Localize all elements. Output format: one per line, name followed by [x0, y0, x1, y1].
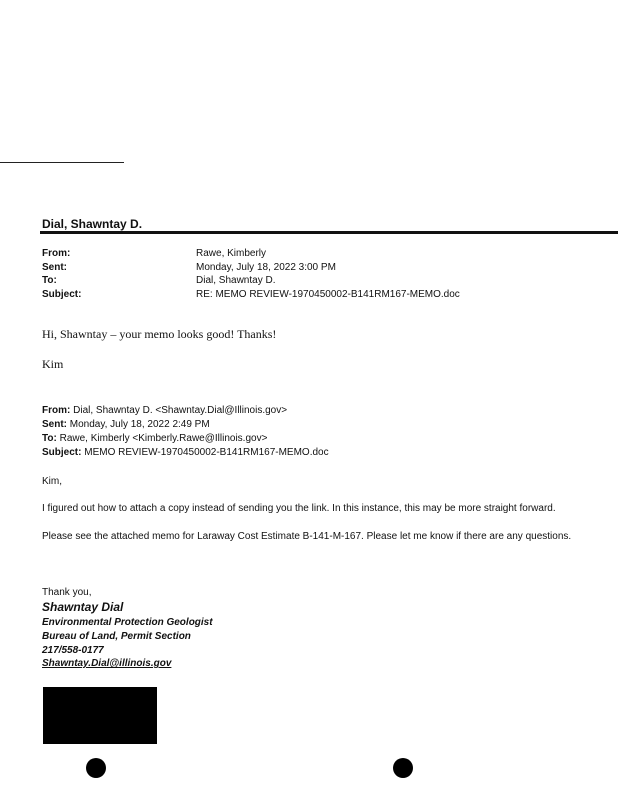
quoted-subject	[42, 447, 329, 458]
top-divider	[0, 162, 124, 163]
signature-name: Shawntay Dial	[42, 600, 124, 614]
signature-department: Bureau of Land, Permit Section	[42, 631, 191, 642]
signature-phone: 217/558-0177	[42, 645, 104, 656]
to-label: To:	[42, 275, 57, 286]
subject-label: Subject:	[42, 289, 82, 300]
signature-email-link[interactable]: Shawntay.Dial@illinois.gov	[42, 658, 172, 669]
quoted-subject-label: Subject:	[42, 447, 82, 458]
subject-value: RE: MEMO REVIEW-1970450002-B141RM167-MEMO.doc	[196, 289, 460, 300]
quoted-from	[42, 405, 287, 416]
quoted-from-value: Dial, Shawntay D. <Shawntay.Dial@Illinois.gov>	[73, 405, 288, 416]
punch-hole-right	[393, 758, 413, 778]
punch-hole-left	[86, 758, 106, 778]
from-label: From:	[42, 248, 71, 259]
header-rule	[40, 231, 618, 234]
quoted-to-value: Rawe, Kimberly <Kimberly.Rawe@Illinois.gov>	[59, 433, 268, 444]
sent-label: Sent:	[42, 262, 67, 273]
signature-closing: Thank you,	[42, 587, 92, 598]
quoted-sent-label: Sent:	[42, 419, 67, 430]
quoted-to-label: To:	[42, 433, 57, 444]
signature-title: Environmental Protection Geologist	[42, 617, 213, 628]
reply-signoff: Kim	[42, 357, 64, 371]
sent-value: Monday, July 18, 2022 3:00 PM	[196, 262, 336, 273]
redaction-block	[43, 687, 157, 744]
original-greeting: Kim,	[42, 476, 62, 487]
to-value: Dial, Shawntay D.	[196, 275, 276, 286]
original-paragraph-2: Please see the attached memo for Laraway Cost Estimate B-141-M-167. Please let me know if there are any questions.	[42, 531, 572, 542]
quoted-subject-value: MEMO REVIEW-1970450002-B141RM167-MEMO.doc	[84, 447, 329, 458]
quoted-from-label: From:	[42, 405, 71, 416]
quoted-sent	[42, 419, 210, 430]
quoted-sent-value: Monday, July 18, 2022 2:49 PM	[69, 419, 210, 430]
reply-greeting: Hi, Shawntay – your memo looks good! Thanks!	[42, 327, 277, 341]
mailbox-owner-name: Dial, Shawntay D.	[42, 217, 143, 231]
quoted-to	[42, 433, 267, 444]
original-paragraph-1: I figured out how to attach a copy instead of sending you the link. In this instance, this may be more straight forward.	[42, 503, 556, 514]
from-value: Rawe, Kimberly	[196, 248, 267, 259]
